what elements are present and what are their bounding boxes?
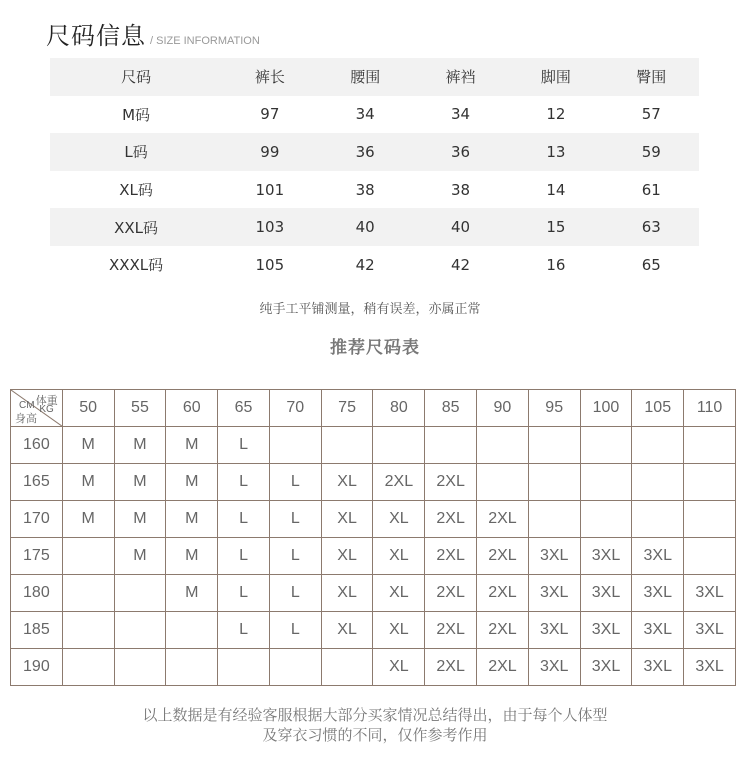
size-cell: XL码 [119,181,153,200]
size-recommend-cell: M [166,464,218,501]
size-recommend-cell [425,427,477,464]
size-recommend-cell: M [114,427,166,464]
size-recommend-cell: M [62,501,114,538]
size-recommend-cell [218,649,270,686]
size-cell: 105 [255,255,285,274]
size-recommend-cell: M [166,538,218,575]
size-recommend-cell [62,649,114,686]
size-recommend-cell: 3XL [684,612,736,649]
size-recommend-cell [684,538,736,575]
size-recommend-cell [269,649,321,686]
size-recommend-cell [373,427,425,464]
height-cell: 180 [11,575,63,612]
size-cell: XXXL码 [108,256,164,275]
weight-unit: KG [39,404,54,415]
size-recommend-cell [321,649,373,686]
size-recommend-cell [580,501,632,538]
weight-label: 体重 [35,394,58,407]
size-recommend-cell: 2XL [425,649,477,686]
size-recommend-cell [114,612,166,649]
size-recommend-cell [528,501,580,538]
size-recommend-cell: 3XL [632,612,684,649]
size-header-cell: 裤裆 [413,58,508,96]
size-recommend-cell: M [114,464,166,501]
size-cell: 40 [413,208,508,246]
size-recommend-cell: 3XL [580,612,632,649]
recommend-row [11,575,736,612]
size-recommend-cell: M [166,427,218,464]
size-recommend-cell: 2XL [425,501,477,538]
weight-header-cell: 60 [166,390,218,427]
corner-cell [11,390,63,427]
recommend-row [11,649,736,686]
size-cell: 61 [641,180,661,199]
size-recommend-cell: M [62,464,114,501]
recommend-row [11,538,736,575]
size-recommend-cell: XL [321,464,373,501]
size-recommend-cell: M [114,538,166,575]
size-recommend-cell: 3XL [580,538,632,575]
page-subtitle: / SIZE INFORMATION [150,35,260,47]
page-title: 尺码信息 [46,22,146,50]
size-recommend-cell [632,427,684,464]
size-header-row [50,58,699,96]
size-recommend-cell [62,575,114,612]
size-recommend-cell: 2XL [477,649,529,686]
size-recommend-cell: XL [321,575,373,612]
size-row [50,208,699,246]
height-unit: CM [19,400,35,411]
size-cell: 101 [255,180,285,199]
size-recommend-cell: L [269,501,321,538]
size-cell: 99 [222,133,317,171]
weight-header-cell: 90 [477,390,529,427]
size-cell: 57 [641,105,661,124]
measurement-note: 纯手工平铺测量，稍有误差，亦属正常 [259,302,481,317]
size-recommend-cell: L [218,575,270,612]
size-recommend-cell [632,501,684,538]
size-recommend-cell [477,427,529,464]
weight-header-cell: 95 [528,390,580,427]
size-recommend-cell: 3XL [580,649,632,686]
size-recommend-cell: 2XL [425,538,477,575]
size-cell: 42 [355,255,375,274]
recommend-header-row [11,390,736,427]
size-cell: 38 [355,180,375,199]
size-header-cell: 臀围 [604,58,699,96]
size-recommend-cell: 3XL [632,575,684,612]
size-cell: 36 [413,133,508,171]
size-recommend-cell [62,538,114,575]
size-recommend-cell: 3XL [528,575,580,612]
height-cell: 185 [11,612,63,649]
size-cell: 63 [604,208,699,246]
size-recommend-cell: 2XL [425,575,477,612]
weight-header-cell: 75 [321,390,373,427]
size-recommend-cell [684,464,736,501]
size-recommend-cell: XL [373,649,425,686]
size-recommend-cell: XL [373,575,425,612]
size-recommend-cell: M [166,501,218,538]
size-recommend-cell [580,464,632,501]
size-recommend-cell: 3XL [632,538,684,575]
weight-header-cell: 55 [114,390,166,427]
size-recommend-cell: 2XL [477,612,529,649]
size-recommend-cell: 2XL [477,501,529,538]
size-recommend-cell: L [218,427,270,464]
size-recommend-cell: M [166,575,218,612]
recommend-row [11,427,736,464]
size-cell: 34 [355,105,375,124]
height-cell: 170 [11,501,63,538]
size-recommend-cell: 2XL [477,538,529,575]
size-cell: 97 [260,105,280,124]
size-recommend-cell: L [269,538,321,575]
size-recommend-cell: 3XL [528,538,580,575]
size-recommend-cell: 3XL [528,649,580,686]
size-recommend-cell: XL [373,538,425,575]
size-recommend-cell: L [269,575,321,612]
weight-header-cell: 85 [425,390,477,427]
size-recommend-cell [166,649,218,686]
size-header-cell: 尺码 [50,58,222,96]
size-row [50,246,699,284]
size-recommend-cell: L [218,538,270,575]
size-recommend-cell [62,612,114,649]
size-recommend-cell: XL [373,501,425,538]
size-recommend-cell [632,464,684,501]
height-label: 身高 [15,412,37,425]
size-recommend-cell [580,427,632,464]
size-cell: 34 [451,105,471,124]
size-cell: L码 [50,133,222,171]
recommend-row [11,612,736,649]
size-recommend-cell: L [218,501,270,538]
weight-header-cell: 50 [62,390,114,427]
size-recommend-cell [684,427,736,464]
size-recommend-cell: L [269,464,321,501]
size-recommend-cell: 2XL [425,464,477,501]
size-recommend-cell [321,427,373,464]
size-recommend-cell [166,612,218,649]
size-cell: 65 [641,255,661,274]
size-recommend-cell: L [218,612,270,649]
size-recommend-cell: XL [321,538,373,575]
size-recommend-cell [528,464,580,501]
size-cell: M码 [122,105,151,124]
size-recommend-cell: 3XL [684,649,736,686]
size-recommend-cell: XL [373,612,425,649]
size-recommend-cell: L [269,612,321,649]
size-recommend-cell: M [62,427,114,464]
size-recommend-cell: 2XL [425,612,477,649]
recommend-size-table [10,389,736,686]
recommend-title: 推荐尺码表 [330,338,420,358]
size-row [50,171,699,209]
weight-header-cell: 105 [632,390,684,427]
size-cell: 15 [508,208,603,246]
size-cell: 14 [546,180,566,199]
size-recommend-cell: XL [321,501,373,538]
size-header-cell: 脚围 [508,58,603,96]
size-recommend-cell [114,649,166,686]
recommend-row [11,501,736,538]
size-recommend-cell: 3XL [528,612,580,649]
size-info-table [50,58,699,284]
weight-header-cell: 70 [269,390,321,427]
size-recommend-cell: 2XL [477,575,529,612]
weight-header-cell: 80 [373,390,425,427]
size-cell: XXL码 [50,208,222,246]
size-cell: 13 [508,133,603,171]
size-recommend-cell: 3XL [684,575,736,612]
size-recommend-cell: L [218,464,270,501]
size-recommend-cell [114,575,166,612]
size-recommend-cell [269,427,321,464]
size-recommend-cell: XL [321,612,373,649]
height-cell: 165 [11,464,63,501]
weight-header-cell: 110 [684,390,736,427]
size-row [50,133,699,171]
size-cell: 38 [451,180,471,199]
size-cell: 36 [318,133,413,171]
size-cell: 40 [318,208,413,246]
section-header [46,16,260,51]
size-header-cell: 裤长 [222,58,317,96]
size-row [50,96,699,134]
size-cell: 103 [222,208,317,246]
size-cell: 59 [604,133,699,171]
height-cell: 175 [11,538,63,575]
size-recommend-cell [528,427,580,464]
size-recommend-cell: 3XL [632,649,684,686]
recommend-row [11,464,736,501]
height-cell: 160 [11,427,63,464]
size-recommend-cell [477,464,529,501]
size-cell: 16 [546,255,566,274]
size-cell: 12 [546,105,566,124]
weight-header-cell: 65 [218,390,270,427]
height-cell: 190 [11,649,63,686]
size-recommend-cell: 3XL [580,575,632,612]
size-recommend-cell: 2XL [373,464,425,501]
size-recommend-cell [684,501,736,538]
footer-line-1: 以上数据是有经验客服根据大部分买家情况总结得出，由于每个人体型 [142,706,608,724]
footer-disclaimer [0,705,750,745]
size-recommend-cell: M [114,501,166,538]
size-cell: 42 [451,255,471,274]
footer-line-2: 及穿衣习惯的不同，仅作参考作用 [262,726,488,744]
size-header-cell: 腰围 [318,58,413,96]
weight-header-cell: 100 [580,390,632,427]
